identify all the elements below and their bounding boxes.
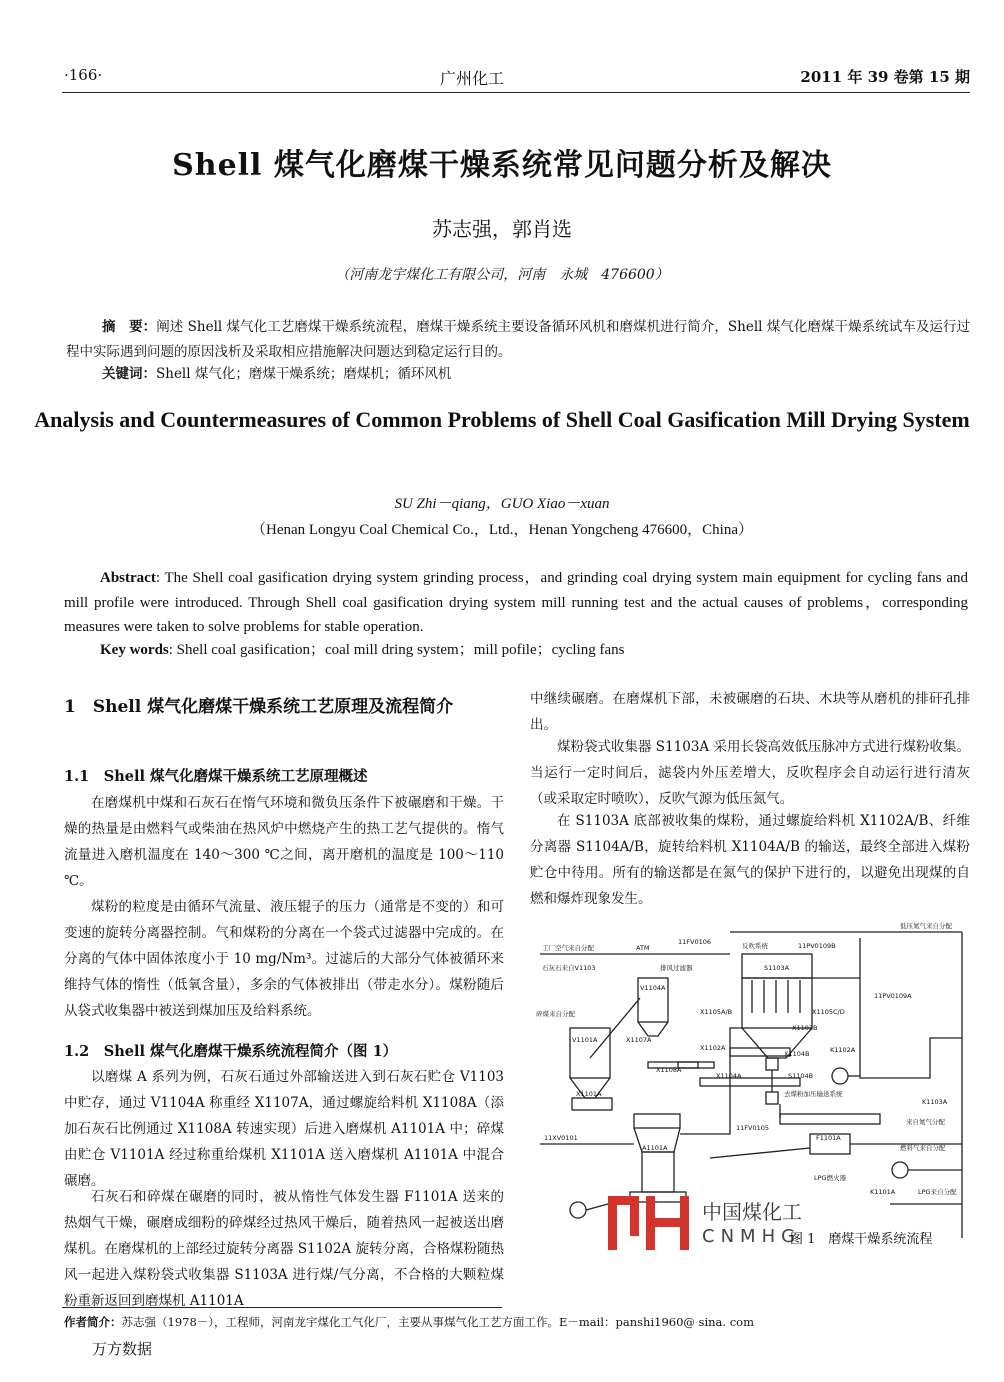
diagram-label: 低压氮气来自分配 (900, 922, 952, 930)
section-1-2-heading: 1.2 Shell 煤气化磨煤干燥系统流程简介（图 1） (64, 1043, 398, 1060)
diagram-label: X1108A (656, 1066, 682, 1074)
page-number: ·166· (64, 66, 103, 84)
abstract-en (64, 566, 968, 640)
diagram-label: X1104A (716, 1072, 742, 1080)
watermark-en: CNMHG (702, 1226, 802, 1247)
diagram-label: F1101A (816, 1134, 841, 1142)
footnote-text: 苏志强（1978－），工程师，河南龙宇煤化工气化厂，主要从事煤气化工艺方面工作。E－mail：panshi1960@ sina. com (121, 1315, 754, 1329)
diagram-label: 11PV0109A (874, 992, 912, 1000)
diagram-label: 11FV0106 (678, 938, 711, 946)
diagram-label: 排风过滤器 (660, 964, 693, 972)
abstract-cn-label: 摘 要： (102, 319, 157, 335)
diagram-label: A1101A (642, 1144, 668, 1152)
keywords-cn-label: 关键词： (102, 366, 156, 382)
diagram-label: S1103A (764, 964, 790, 972)
diagram-label: LPG来自分配 (918, 1188, 957, 1196)
footnote-label: 作者简介： (64, 1315, 122, 1329)
abstract-cn (66, 315, 970, 365)
diagram-label: X1104B (784, 1050, 810, 1058)
diagram-label: 工厂空气来自分配 (542, 944, 594, 952)
title-en: Analysis and Countermeasures of Common Problems of Shell Coal Gasification Mill Drying System (34, 407, 970, 432)
header-rule (62, 92, 970, 93)
abstract-en-label: Abstract (100, 570, 156, 586)
figure-caption: 图 1 磨煤干燥系统流程 (790, 1232, 933, 1247)
diagram-label: S1104B (788, 1072, 814, 1080)
diagram-label: 石灰石来自V1103 (542, 964, 596, 972)
diagram-label: 去煤粉加压输送系统 (784, 1090, 843, 1098)
keywords-en-text: : Shell coal gasification；coal mill dring system；mill pofile；cycling fans (168, 642, 625, 658)
diagram-label: 碎煤来自分配 (536, 1010, 575, 1018)
affiliation-en: （Henan Longyu Coal Chemical Co.，Ltd.，Henan Yongcheng 476600，China） (250, 522, 754, 538)
diagram-label: X1105A/B (700, 1008, 733, 1016)
diagram-label: 燃料气来自分配 (900, 1144, 946, 1152)
diagram-label: K1101A (870, 1188, 896, 1196)
authors: 苏志强，郭肖选 (432, 217, 572, 241)
diagram-label: 来自氮气分配 (906, 1118, 945, 1126)
author-footnote (64, 1314, 984, 1330)
section-1-1-heading: 1.1 Shell 煤气化磨煤干燥系统工艺原理概述 (64, 768, 368, 785)
diagram-label: X1101A (576, 1090, 602, 1098)
diagram-label: K1103A (922, 1098, 948, 1106)
journal-name: 广州化工 (440, 69, 505, 88)
right-paragraph-1: 煤粉袋式收集器 S1103A 采用长袋高效低压脉冲方式进行煤粉收集。当运行一定时间后，滤袋内外压差增大，反吹程序会自动运行进行清灰（或采取定时喷吹），反吹气源为低压氮气。 (530, 739, 970, 807)
diagram-label: X1102B (792, 1024, 818, 1032)
keywords-cn-text: Shell 煤气化；磨煤干燥系统；磨煤机；循环风机 (156, 366, 452, 382)
abstract-cn-text: 阐述 Shell 煤气化工艺磨煤干燥系统流程，磨煤干燥系统主要设备循环风机和磨煤机进行简介，Shell 煤气化磨煤干燥系统试车及运行过程中实际遇到问题的原因浅析及采取相应措施解决问题达到稳定运行目的。 (66, 319, 970, 360)
source-mark: 万方数据 (92, 1340, 153, 1358)
keywords-en-label: Key words (100, 642, 169, 658)
keywords-en (100, 638, 960, 663)
section-1-1-paragraph-1: 在磨煤机中煤和石灰石在惰气环境和微负压条件下被碾磨和干燥。干燥的热量是由燃料气或柴油在热风炉中燃烧产生的热工艺气提供的。惰气流量进入磨机温度在 140～300 ℃之间，离开磨机的温度是 100～110 ℃。 (64, 795, 504, 889)
section-1-heading: 1 Shell 煤气化磨煤干燥系统工艺原理及流程简介 (64, 697, 454, 717)
diagram-label: K1102A (830, 1046, 856, 1054)
authors-en: SU Zhi－qiang，GUO Xiao－xuan (394, 496, 610, 512)
keywords-cn (102, 362, 962, 387)
diagram-label: X1105C/D (812, 1008, 845, 1016)
diagram-label: 11PV0109B (798, 942, 836, 950)
footnote-rule (62, 1307, 502, 1308)
section-1-1-paragraph-2: 煤粉的粒度是由循环气流量、液压辊子的压力（通常是不变的）和可变速的旋转分离器控制。气和煤粉的分离在一个袋式过滤器中完成的。在分离的气体中固体浓度小于 10 mg/Nm³。过滤后的大部分气体被循环来维持气体的惰性（低氧含量），多余的气体被排出（带走水分）。煤粉随后从袋式收集器中被送到煤加压及给料系统。 (64, 899, 504, 1019)
page-title: Shell 煤气化磨煤干燥系统常见问题分析及解决 (172, 148, 832, 183)
right-paragraph-continued: 中继续碾磨。在磨煤机下部，未被碾磨的石块、木块等从磨机的排矸孔排出。 (530, 691, 970, 733)
right-paragraph-2: 在 S1103A 底部被收集的煤粉，通过螺旋给料机 X1102A/B、纤维分离器 S1104A/B，旋转给料机 X1104A/B 的输送，最终全部进入煤粉贮仓中待用。所有的输送都是在氮气的保护下进行的，以避免出现煤的自燃和爆炸现象发生。 (530, 813, 970, 907)
diagram-label: V1104A (640, 984, 666, 992)
diagram-label: LPG燃火器 (814, 1174, 847, 1182)
diagram-label: ATM (636, 944, 650, 952)
section-1-2-paragraph-2: 石灰石和碎煤在碾磨的同时，被从惰性气体发生器 F1101A 送来的热烟气干燥，碾磨成细粉的碎煤经过热风干燥后，随着热风一起被送出磨煤机。在磨煤机的上部经过旋转分离器 S1102A 旋转分离，合格煤粉随热风一起进入煤粉袋式收集器 S1103A 进行煤/气分离，不合格的大颗粒煤粉重新返回到磨煤机 A1101A (64, 1189, 504, 1309)
section-1-2-paragraph-1: 以磨煤 A 系列为例，石灰石通过外部输送进入到石灰石贮仓 V1103 中贮存，通过 V1104A 称重经 X1107A，通过螺旋给料机 X1108A（添加石灰石比例通过 X1108A 转速实现）后进入磨煤机 A1101A 中；碎煤由贮仓 V1101A 经过称重给煤机 X1101A 送入磨煤机 A1101A 中混合碾磨。 (64, 1069, 504, 1189)
issue-info: 2011 年 39 卷第 15 期 (800, 68, 970, 86)
diagram-label: 11XV0101 (544, 1134, 578, 1142)
watermark-cn: 中国煤化工 (702, 1200, 802, 1224)
diagram-label: V1101A (572, 1036, 598, 1044)
diagram-label: 11FV0105 (736, 1124, 769, 1132)
cnmhg-logo (606, 1194, 696, 1252)
affiliation: （河南龙宇煤化工有限公司，河南 永城 476600） (335, 267, 669, 283)
abstract-en-text: : The Shell coal gasification drying system grinding process，and grinding coal drying system main equipment for cycling fans and mill profile were introduced. Through Shell coal gasification drying system mill running test and the actual causes of problems，corresponding measures were taken to solve problems for stable operation. (64, 570, 968, 635)
diagram-label: X1102A (700, 1044, 726, 1052)
diagram-label: X1107A (626, 1036, 652, 1044)
diagram-label: 反吹系统 (742, 942, 768, 950)
